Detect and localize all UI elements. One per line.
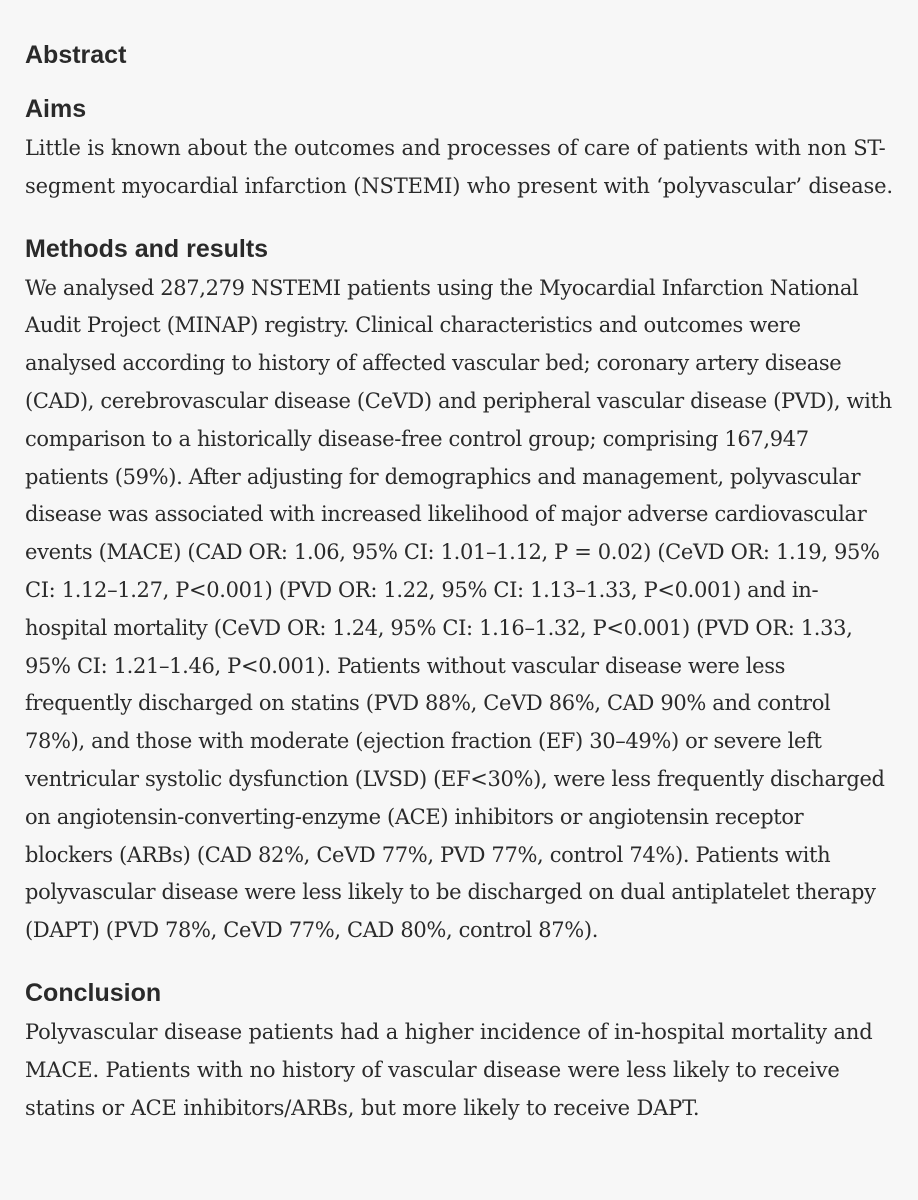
- conclusion-paragraph: Polyvascular disease patients had a higher incidence of in-hospital mortality and MACE. Patients with no history of vascular disease were less likely to receive statins or ACE inhibitors/ARBs, but more likely to receive DAPT.: [25, 1019, 873, 1120]
- aims-paragraph: Little is known about the outcomes and processes of care of patients with non ST-segment myocardial infarction (NSTEMI) who present with ‘polyvascular’ disease.: [25, 136, 893, 198]
- abstract-title: Abstract: [25, 41, 127, 69]
- methods-results-heading: Methods and results: [25, 234, 269, 263]
- methods-results-paragraph: We analysed 287,279 NSTEMI patients using the Myocardial Infarction National Audit Project (MINAP) registry. Clinical characteristics and outcomes were analysed according to history of affected vascular bed; coronary artery disease (CAD), cerebrovascular disease (CeVD) and peripheral vascular disease (PVD), with comparison to a historically disease-free control group; comprising 167,947 patients (59%). After adjusting for demographics and management, polyvascular disease was associated with increased likelihood of major adverse cardiovascular events (MACE) (CAD OR: 1.06, 95% CI: 1.01–1.12, P = 0.02) (CeVD OR: 1.19, 95% CI: 1.12–1.27, P<0.001) (PVD OR: 1.22, 95% CI: 1.13–1.33, P<0.001) and in-hospital mortality (CeVD OR: 1.24, 95% CI: 1.16–1.32, P<0.001) (PVD OR: 1.33, 95% CI: 1.21–1.46, P<0.001). Patients without vascular disease were less frequently discharged on statins (PVD 88%, CeVD 86%, CAD 90% and control 78%), and those with moderate (ejection fraction (EF) 30–49%) or severe left ventricular systolic dysfunction (LVSD) (EF<30%), were less frequently discharged on angiotensin-converting-enzyme (ACE) inhibitors or angiotensin receptor blockers (ARBs) (CAD 82%, CeVD 77%, PVD 77%, control 74%). Patients with polyvascular disease were less likely to be discharged on dual antiplatelet therapy (DAPT) (PVD 78%, CeVD 77%, CAD 80%, control 87%).: [25, 275, 892, 943]
- conclusion-heading: Conclusion: [25, 978, 162, 1007]
- aims-heading: Aims: [25, 95, 87, 123]
